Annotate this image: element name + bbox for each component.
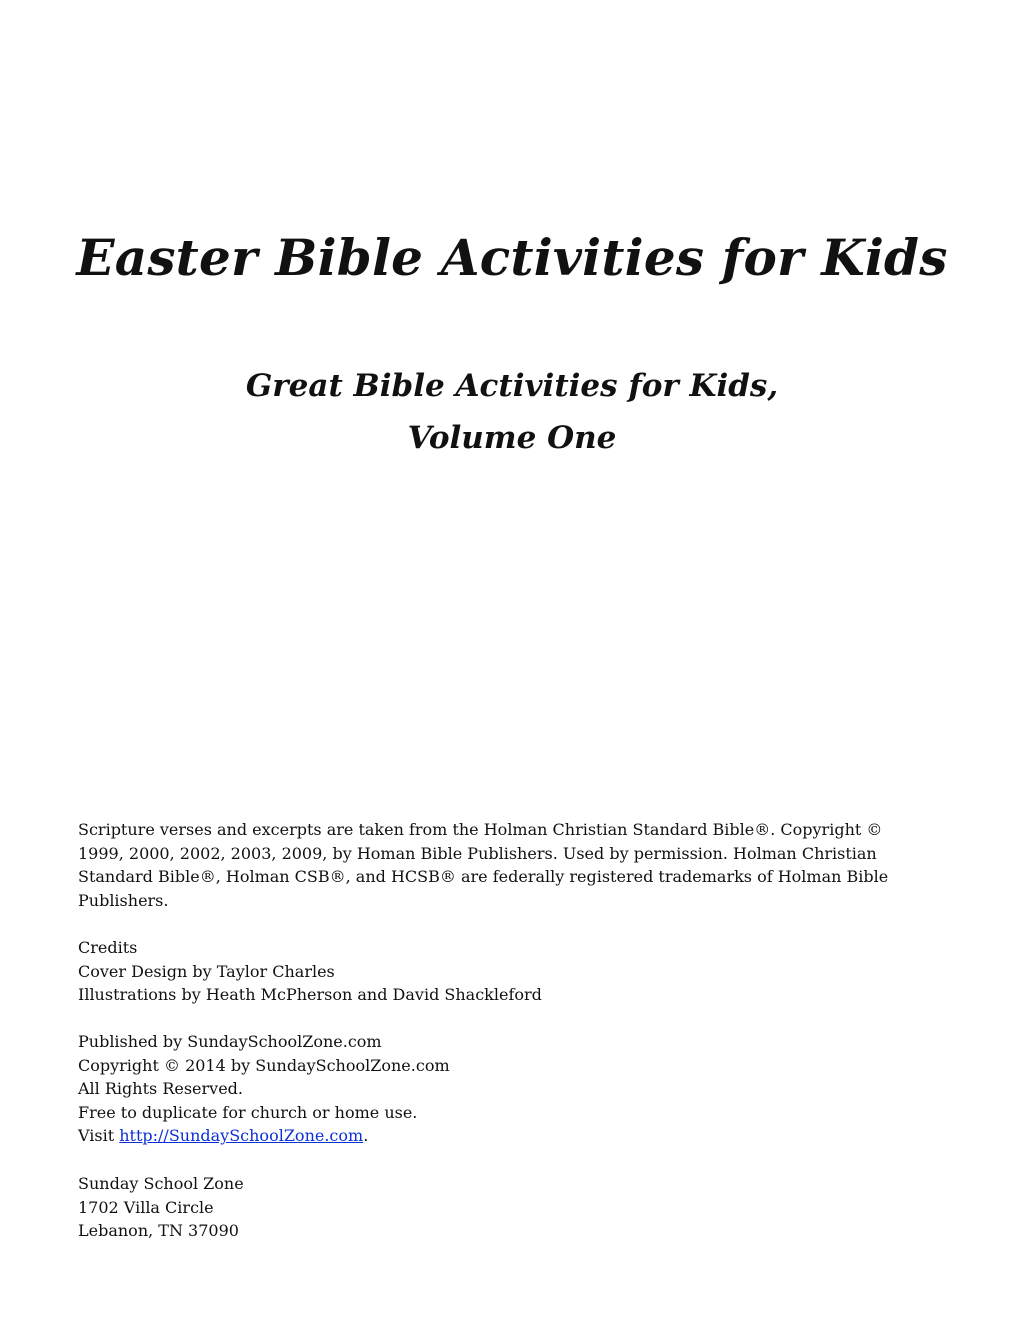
address-street: 1702 Villa Circle	[78, 1197, 214, 1217]
visit-prefix: Visit	[78, 1126, 120, 1145]
credits-illustrations: Illustrations by Heath McPherson and David Shackleford	[78, 985, 542, 1004]
copyright-notice	[78, 818, 928, 912]
publisher-section	[78, 1030, 928, 1148]
notice-line-3: Standard Bible®, Holman CSB®, and HCSB® are federally registered trademarks of Holman Bible	[78, 867, 889, 886]
website-link[interactable]: http://SundaySchoolZone.com	[119, 1126, 364, 1145]
subtitle-line-1: Great Bible Activities for Kids,	[245, 368, 779, 404]
credits-heading: Credits	[78, 938, 138, 957]
address-block	[78, 1172, 928, 1243]
duplicate-notice: Free to duplicate for church or home use.	[78, 1102, 418, 1122]
published-by: Published by SundaySchoolZone.com	[78, 1032, 382, 1051]
notice-line-1: Scripture verses and excerpts are taken from the Holman Christian Standard Bible®. Copyright ©	[78, 820, 883, 839]
address-city: Lebanon, TN 37090	[78, 1221, 239, 1240]
credits-section	[78, 936, 928, 1007]
visit-suffix: .	[363, 1126, 369, 1145]
notice-line-4: Publishers.	[78, 890, 169, 910]
subtitle-line-2: Volume One	[407, 420, 617, 456]
page-title: Easter Bible Activities for Kids	[76, 228, 948, 287]
rights-reserved: All Rights Reserved.	[78, 1079, 243, 1098]
publisher-copyright: Copyright © 2014 by SundaySchoolZone.com	[78, 1055, 450, 1075]
visit-line	[78, 1124, 928, 1148]
page-subtitle	[0, 360, 1024, 464]
address-name: Sunday School Zone	[78, 1174, 244, 1193]
notice-line-2: 1999, 2000, 2002, 2003, 2009, by Homan Bible Publishers. Used by permission. Holman Christian	[78, 843, 877, 863]
credits-cover-design: Cover Design by Taylor Charles	[78, 961, 335, 981]
